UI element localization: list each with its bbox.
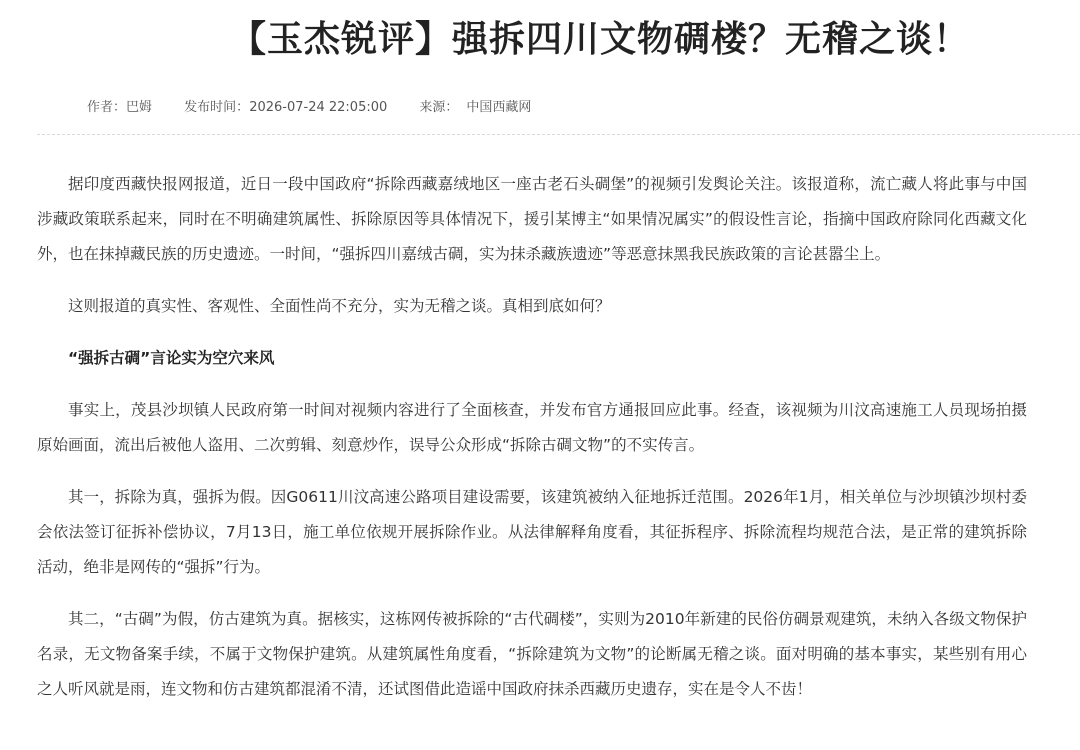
author-label: 作者：	[87, 100, 127, 115]
publish-time-info	[184, 98, 387, 118]
article-paragraph: 其一，拆除为真，强拆为假。因G0611川汶高速公路项目建设需要，该建筑被纳入征地拆迁范围。2026年1月，相关单位与沙坝镇沙坝村委会依法签订征拆补偿协议，7月13日，施工单位依规开展拆除作业。从法律解释角度看，其征拆程序、拆除流程均规范合法，是正常的建筑拆除活动，绝非是网传的“强拆”行为。	[37, 488, 1027, 576]
article-paragraph: 这则报道的真实性、客观性、全面性尚不充分，实为无稽之谈。真相到底如何？	[68, 297, 611, 315]
article-meta	[87, 98, 559, 118]
author-info	[87, 98, 152, 118]
author-name: 巴姆	[126, 100, 153, 115]
article-paragraph: 据印度西藏快报网报道，近日一段中国政府“拆除西藏嘉绒地区一座古老石头碉堡”的视频引发舆论关注。该报道称，流亡藏人将此事与中国涉藏政策联系起来，同时在不明确建筑属性、拆除原因等具体情况下，援引某博主“如果情况属实”的假设性言论，指摘中国政府除同化西藏文化外，也在抹掉藏民族的历史遗迹。一时间，“强拆四川嘉绒古碉，实为抹杀藏族遗迹”等恶意抹黑我民族政策的言论甚嚣尘上。	[37, 175, 1027, 263]
article-body	[37, 167, 1027, 724]
article-paragraph: 其二，“古碉”为假，仿古建筑为真。据核实，这栋网传被拆除的“古代碉楼”，实则为2010年新建的民俗仿碉景观建筑，未纳入各级文物保护名录，无文物备案手续，不属于文物保护建筑。从建筑属性角度看，“拆除建筑为文物”的论断属无稽之谈。面对明确的基本事实，某些别有用心之人听风就是雨，连文物和仿古建筑都混淆不清，还试图借此造谣中国政府抹杀西藏历史遗存，实在是令人不齿！	[37, 610, 1027, 698]
source-info	[419, 98, 531, 118]
article-paragraph: 事实上，茂县沙坝镇人民政府第一时间对视频内容进行了全面核查，并发布官方通报回应此事。经查，该视频为川汶高速施工人员现场拍摄原始画面，流出后被他人盗用、二次剪辑、刻意炒作，误导公众形成“拆除古碉文物”的不实传言。	[37, 401, 1027, 454]
source-name[interactable]: 中国西藏网	[466, 100, 532, 115]
article-subheading: “强拆古碉”言论实为空穴来风	[68, 349, 275, 367]
publish-time-label: 发布时间：	[184, 100, 250, 115]
article-title: 【玉杰锐评】强拆四川文物碉楼？无稽之谈！	[230, 19, 971, 60]
meta-divider	[37, 134, 1080, 135]
publish-time: 2026-07-24 22:05:00	[249, 100, 388, 115]
source-label: 来源：	[419, 100, 459, 115]
